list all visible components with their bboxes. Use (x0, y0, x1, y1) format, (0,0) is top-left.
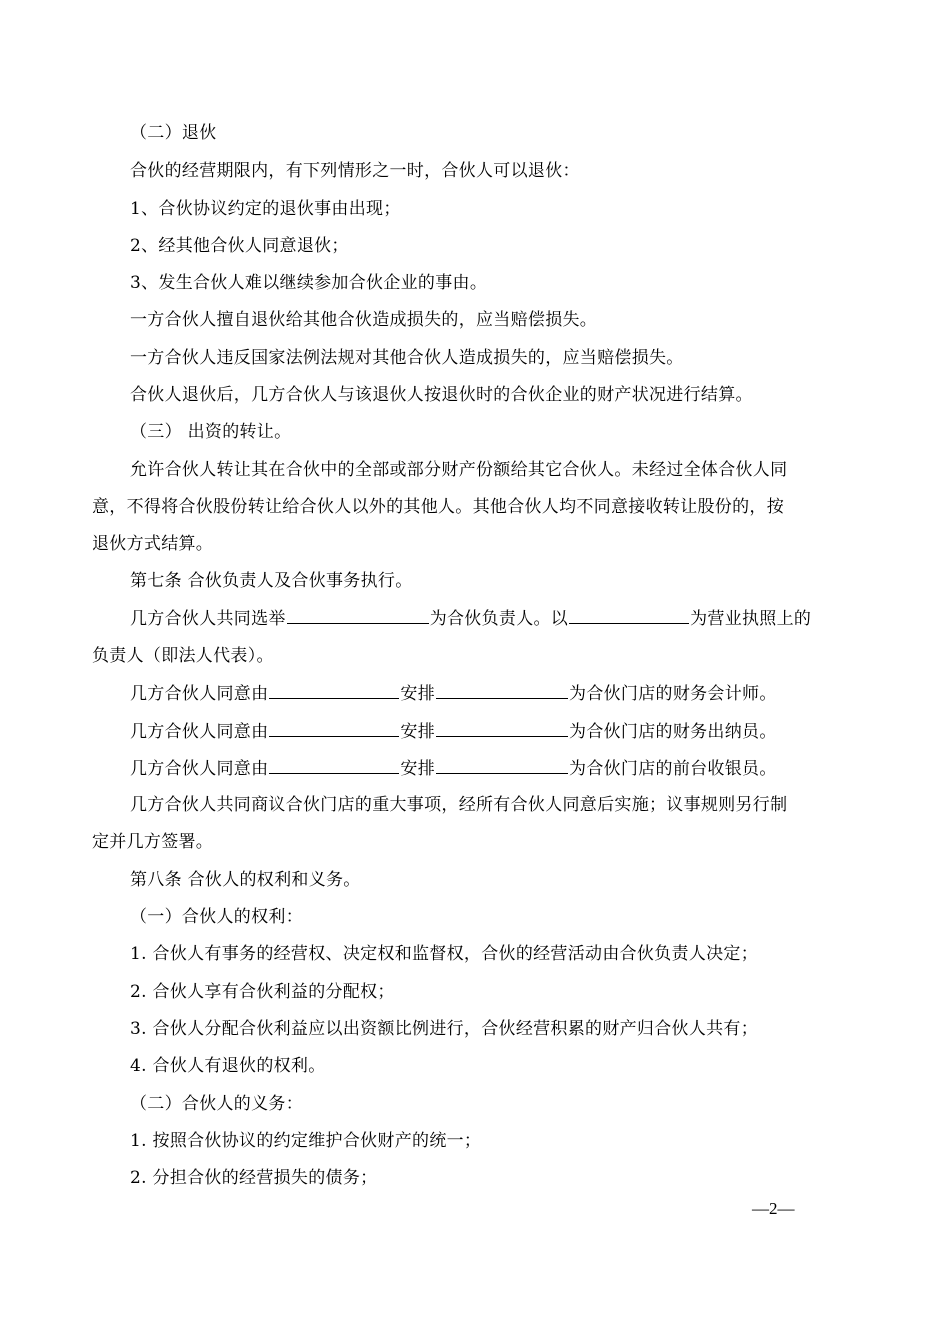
withdrawal-rule: 一方合伙人擅自退伙给其他合伙造成损失的，应当赔偿损失。 (130, 310, 598, 330)
duties-item: 2. 分担合伙的经营损失的债务； (130, 1168, 378, 1188)
rights-item: 4. 合伙人有退伙的权利。 (130, 1056, 326, 1076)
article7-elect-cont: 负责人（即法人代表）。 (92, 646, 274, 666)
elect-text-b: 为合伙负责人。以 (429, 609, 569, 629)
arrange-text: 安排 (400, 684, 436, 704)
duties-heading: （二）合伙人的义务： (130, 1094, 303, 1114)
duties-item: 1. 按照合伙协议的约定维护合伙财产的统一； (130, 1131, 482, 1151)
name-blank[interactable] (269, 720, 399, 737)
withdrawal-item: 1、合伙协议约定的退伙事由出现； (130, 199, 401, 219)
role-text: 为合伙门店的前台收银员。 (569, 759, 777, 779)
role-text: 为合伙门店的财务会计师。 (569, 684, 777, 704)
transfer-heading: （三） 出资的转让。 (130, 422, 292, 442)
name-blank[interactable] (436, 720, 568, 737)
page-number: —2— (752, 1199, 795, 1218)
legal-rep-blank[interactable] (569, 607, 689, 624)
role-text: 为合伙门店的财务出纳员。 (569, 722, 777, 742)
article7-heading: 第七条 合伙负责人及合伙事务执行。 (130, 571, 413, 591)
agree-text: 几方合伙人同意由 (130, 722, 269, 742)
name-blank[interactable] (269, 682, 399, 699)
transfer-line: 退伙方式结算。 (92, 534, 214, 554)
agree-text: 几方合伙人同意由 (130, 684, 269, 704)
elect-text-a: 几方合伙人共同选举 (130, 609, 286, 629)
withdrawal-item: 2、经其他合伙人同意退伙； (130, 236, 349, 256)
transfer-line: 意，不得将合伙股份转让给合伙人以外的其他人。其他合伙人均不同意接收转让股份的，按 (92, 497, 784, 517)
name-blank[interactable] (436, 757, 568, 774)
arrange-text: 安排 (400, 759, 436, 779)
article8-heading: 第八条 合伙人的权利和义务。 (130, 870, 361, 890)
rights-heading: （一）合伙人的权利： (130, 907, 303, 927)
role-line-accountant (130, 682, 777, 705)
major-matters-line: 几方合伙人共同商议合伙门店的重大事项，经所有合伙人同意后实施；议事规则另行制 (130, 795, 788, 815)
agree-text: 几方合伙人同意由 (130, 759, 269, 779)
withdrawal-rule: 一方合伙人违反国家法例法规对其他合伙人造成损失的，应当赔偿损失。 (130, 348, 684, 368)
transfer-line: 允许合伙人转让其在合伙中的全部或部分财产份额给其它合伙人。未经过全体合伙人同 (130, 460, 788, 480)
rights-item: 2. 合伙人享有合伙利益的分配权； (130, 982, 395, 1002)
role-line-cashier (130, 720, 777, 743)
withdrawal-item: 3、发生合伙人难以继续参加合伙企业的事由。 (130, 273, 488, 293)
article7-elect-line (130, 607, 811, 630)
rights-item: 3. 合伙人分配合伙利益应以出资额比例进行，合伙经营积累的财产归合伙人共有； (130, 1019, 759, 1039)
major-matters-line: 定并几方签署。 (92, 832, 214, 852)
leader-blank[interactable] (287, 607, 429, 624)
arrange-text: 安排 (400, 722, 436, 742)
name-blank[interactable] (436, 682, 568, 699)
role-line-teller (130, 757, 777, 780)
withdrawal-intro: 合伙的经营期限内，有下列情形之一时，合伙人可以退伙： (130, 161, 580, 181)
name-blank[interactable] (269, 757, 399, 774)
withdrawal-heading: （二）退伙 (130, 123, 217, 143)
rights-item: 1. 合伙人有事务的经营权、决定权和监督权，合伙的经营活动由合伙负责人决定； (130, 944, 759, 964)
elect-text-c: 为营业执照上的 (690, 609, 812, 629)
withdrawal-rule: 合伙人退伙后，几方合伙人与该退伙人按退伙时的合伙企业的财产状况进行结算。 (130, 385, 753, 405)
